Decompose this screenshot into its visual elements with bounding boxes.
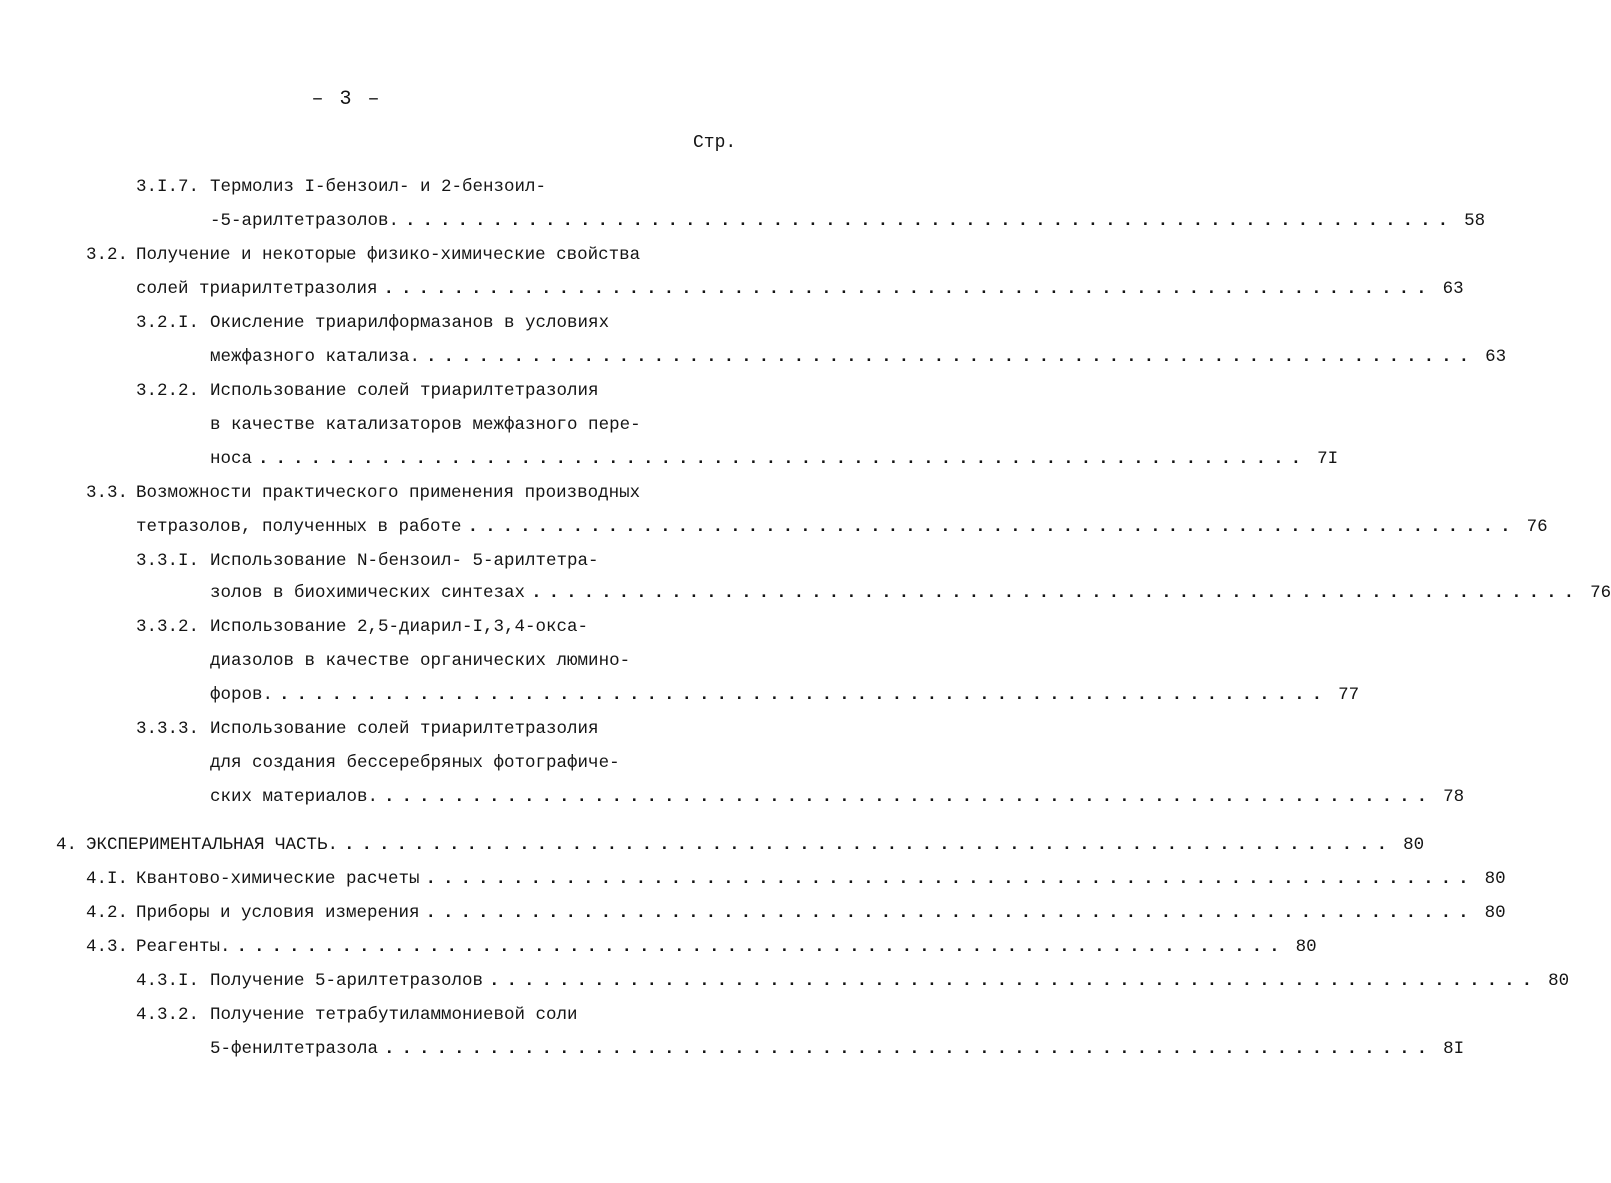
dot-leader: ............................................................ <box>279 685 1330 705</box>
toc-entry <box>210 208 1486 234</box>
toc-entry-title: Получение тетрабутиламмониевой соли <box>210 1005 578 1025</box>
toc-entry <box>210 174 546 200</box>
toc-page-number: 63 <box>1442 279 1464 299</box>
toc-entry <box>136 866 1506 892</box>
toc-page-number: 77 <box>1338 685 1360 705</box>
toc-entry-number: 3.3.3. <box>136 719 200 739</box>
toc-page-number: 58 <box>1464 211 1486 231</box>
dot-leader: ............................................................ <box>405 211 1456 231</box>
toc-entry <box>136 934 1317 960</box>
toc-entry-number: 4.2. <box>86 903 129 923</box>
toc-entry-title: Получение и некоторые физико-химические свойства <box>136 245 641 265</box>
toc-entry-number: 3.2.I. <box>136 313 200 333</box>
toc-entry <box>210 716 599 742</box>
toc-page-number: 80 <box>1295 937 1317 957</box>
page-number: – 3 – <box>311 88 382 111</box>
dot-leader: ............................................................ <box>425 903 1476 923</box>
toc-entry-number: 3.I.7. <box>136 177 200 197</box>
toc-entry-title: Окисление триарилформазанов в условиях <box>210 313 610 333</box>
toc-entry <box>136 480 640 506</box>
dot-leader: ............................................................ <box>531 583 1582 603</box>
toc-entry-number: 3.3.I. <box>136 551 200 571</box>
toc-entry <box>210 378 599 404</box>
toc-entry <box>210 344 1507 370</box>
toc-page-number: 63 <box>1485 347 1507 367</box>
toc-entry-number: 4.3. <box>86 937 129 957</box>
dot-leader: ............................................................ <box>236 937 1287 957</box>
toc-entry-title: Использование солей триарилтетразолия <box>210 719 599 739</box>
toc-entry-title: форов. <box>210 685 274 705</box>
toc-entry-title: в качестве катализаторов межфазного пере- <box>210 415 641 435</box>
toc-entry-number: 3.3.2. <box>136 617 200 637</box>
toc-entry-number: 3.2. <box>86 245 129 265</box>
toc-entry-title: солей триарилтетразолия <box>136 279 378 299</box>
toc-entry <box>210 446 1339 472</box>
dot-leader: ............................................................ <box>489 971 1540 991</box>
toc-entry <box>210 412 641 438</box>
toc-entry <box>136 276 1464 302</box>
toc-entry-title: Реагенты. <box>136 937 231 957</box>
toc-entry-number: 3.2.2. <box>136 381 200 401</box>
toc-page-number: 78 <box>1443 787 1465 807</box>
toc-page-number: 7I <box>1317 449 1339 469</box>
toc-page-number: 8I <box>1443 1039 1465 1059</box>
dot-leader: ............................................................ <box>344 835 1395 855</box>
toc-entry-number: 4.3.2. <box>136 1005 200 1025</box>
toc-entry-title: Использование N-бензоил- 5-арилтетра- <box>210 551 599 571</box>
toc-entry-number: 4. <box>56 835 78 855</box>
toc-entry-number: 3.3. <box>86 483 129 503</box>
toc-entry-title: Получение 5-арилтетразолов <box>210 971 484 991</box>
toc-entry-title: Использование 2,5-диарил-I,3,4-окса- <box>210 617 589 637</box>
toc-entry <box>210 968 1570 994</box>
toc-entry-title: -5-арилтетразолов. <box>210 211 400 231</box>
toc-entry <box>136 514 1548 540</box>
toc-entry-title: ЭКСПЕРИМЕНТАЛЬНАЯ ЧАСТЬ. <box>86 835 339 855</box>
toc-entry-title: ских материалов. <box>210 787 379 807</box>
dot-leader: ............................................................ <box>426 347 1477 367</box>
toc-entry-title: Приборы и условия измерения <box>136 903 420 923</box>
toc-entry-title: Квантово-химические расчеты <box>136 869 420 889</box>
dot-leader: ............................................................ <box>425 869 1476 889</box>
toc-entry <box>136 242 640 268</box>
toc-page-number: 80 <box>1403 835 1425 855</box>
toc-entry <box>210 682 1360 708</box>
toc-entry-title: Использование солей триарилтетразолия <box>210 381 599 401</box>
dot-leader: ............................................................ <box>384 787 1435 807</box>
page-column-label: Стр. <box>693 133 737 153</box>
toc-entry <box>86 832 1425 858</box>
toc-entry <box>210 1036 1465 1062</box>
dot-leader: ............................................................ <box>467 517 1518 537</box>
toc-entry-title: межфазного катализа. <box>210 347 421 367</box>
toc-page-number: 80 <box>1484 869 1506 889</box>
toc-entry-title: Возможности практического применения производных <box>136 483 641 503</box>
toc-entry <box>210 548 599 574</box>
toc-entry-title: 5-фенилтетразола <box>210 1039 379 1059</box>
toc-entry-number: 4.3.I. <box>136 971 200 991</box>
toc-entry-title: для создания бессеребряных фотографиче- <box>210 753 620 773</box>
toc-entry <box>210 648 630 674</box>
toc-entry <box>210 310 609 336</box>
dot-leader: ............................................................ <box>383 279 1434 299</box>
toc-page-number: 76 <box>1526 517 1548 537</box>
toc-entry <box>210 1002 578 1028</box>
toc-entry <box>210 580 1611 606</box>
dot-leader: ............................................................ <box>384 1039 1435 1059</box>
toc-entry-title: Термолиз I-бензоил- и 2-бензоил- <box>210 177 547 197</box>
toc-entry-title: носа <box>210 449 253 469</box>
toc-entry-title: золов в биохимических синтезах <box>210 583 526 603</box>
toc-page-number: 80 <box>1548 971 1570 991</box>
toc-entry <box>210 614 588 640</box>
toc-entry-title: диазолов в качестве органических люмино- <box>210 651 631 671</box>
toc-entry <box>136 900 1506 926</box>
toc-entry <box>210 784 1465 810</box>
toc-entry-number: 4.I. <box>86 869 129 889</box>
dot-leader: ............................................................ <box>258 449 1309 469</box>
toc-entry <box>210 750 620 776</box>
toc-entry-title: тетразолов, полученных в работе <box>136 517 462 537</box>
toc-page-number: 80 <box>1484 903 1506 923</box>
toc-page-number: 76 <box>1590 583 1611 603</box>
